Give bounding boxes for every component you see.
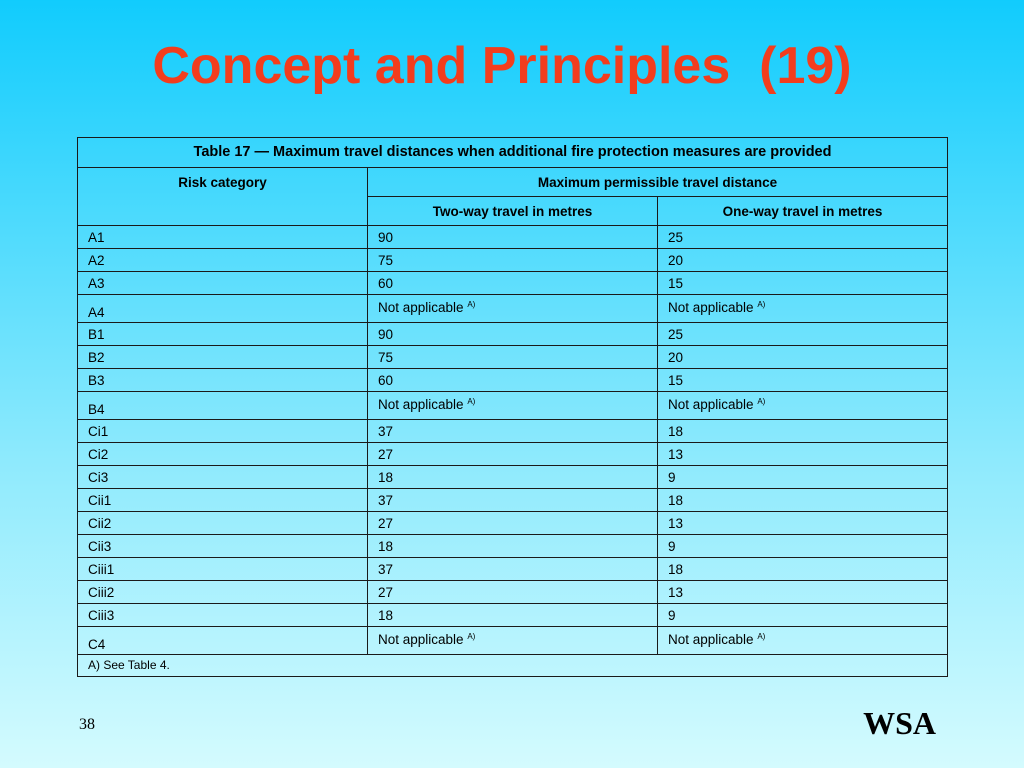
cell-two-way-distance [368, 443, 658, 466]
cell-value: 25 [668, 326, 684, 342]
cell-risk-category: Ciii2 [78, 581, 368, 604]
cell-value: 27 [378, 446, 394, 462]
cell-one-way-distance [658, 226, 948, 249]
cell-one-way-distance [658, 443, 948, 466]
cell-two-way-distance [368, 466, 658, 489]
table-row [78, 249, 948, 272]
cell-value: 18 [378, 538, 394, 554]
cell-one-way-distance [658, 346, 948, 369]
cell-two-way-distance [368, 512, 658, 535]
cell-two-way-distance [368, 489, 658, 512]
footnote-marker: A) [757, 397, 766, 406]
cell-two-way-distance [368, 581, 658, 604]
brand-logo: WSA [863, 705, 936, 741]
table-caption-row [78, 138, 948, 168]
table-row [78, 323, 948, 346]
table-header-row [78, 168, 948, 197]
cell-one-way-distance [658, 604, 948, 627]
cell-value: 27 [378, 515, 394, 531]
cell-risk-category: C4 [78, 627, 368, 655]
cell-value: 75 [378, 349, 394, 365]
cell-risk-category: Ciii3 [78, 604, 368, 627]
cell-one-way-distance [658, 558, 948, 581]
cell-two-way-distance [368, 558, 658, 581]
cell-one-way-distance [658, 249, 948, 272]
cell-one-way-distance [658, 392, 948, 420]
cell-risk-category: Cii1 [78, 489, 368, 512]
slide-title: Concept and Principles (19) [152, 37, 852, 95]
table-row [78, 226, 948, 249]
cell-value: 27 [378, 584, 394, 600]
table-row [78, 420, 948, 443]
cell-value: 9 [668, 607, 676, 623]
cell-value: 75 [378, 252, 394, 268]
table-row [78, 295, 948, 323]
footnote-marker: A) [757, 300, 766, 309]
table-row [78, 466, 948, 489]
table-caption: Table 17 — Maximum travel distances when additional fire protection measures are provided [78, 138, 948, 168]
cell-risk-category: Cii3 [78, 535, 368, 558]
cell-risk-category: B1 [78, 323, 368, 346]
cell-risk-category: Ci1 [78, 420, 368, 443]
cell-two-way-distance [368, 604, 658, 627]
cell-value: 15 [668, 275, 684, 291]
header-two-way: Two-way travel in metres [368, 197, 658, 226]
cell-value: 18 [668, 561, 684, 577]
cell-value: 20 [668, 349, 684, 365]
table-footnote: A) See Table 4. [78, 655, 948, 677]
cell-one-way-distance [658, 535, 948, 558]
cell-value: 37 [378, 423, 394, 439]
cell-two-way-distance [368, 346, 658, 369]
table-row [78, 443, 948, 466]
cell-value: Not applicable [378, 632, 464, 647]
cell-value: Not applicable [668, 397, 754, 412]
header-max-distance: Maximum permissible travel distance [368, 168, 948, 197]
cell-one-way-distance [658, 420, 948, 443]
cell-one-way-distance [658, 272, 948, 295]
cell-one-way-distance [658, 369, 948, 392]
table-row [78, 535, 948, 558]
cell-value: 60 [378, 372, 394, 388]
cell-value: 37 [378, 492, 394, 508]
cell-one-way-distance [658, 489, 948, 512]
cell-one-way-distance [658, 323, 948, 346]
table-row [78, 627, 948, 655]
cell-value: 20 [668, 252, 684, 268]
cell-one-way-distance [658, 295, 948, 323]
cell-one-way-distance [658, 581, 948, 604]
cell-value: 90 [378, 229, 394, 245]
cell-risk-category: Cii2 [78, 512, 368, 535]
cell-risk-category: B4 [78, 392, 368, 420]
cell-value: 18 [668, 492, 684, 508]
cell-value: 60 [378, 275, 394, 291]
cell-value: Not applicable [668, 300, 754, 315]
cell-value: 37 [378, 561, 394, 577]
table-row [78, 346, 948, 369]
cell-value: Not applicable [378, 300, 464, 315]
cell-one-way-distance [658, 627, 948, 655]
cell-two-way-distance [368, 369, 658, 392]
cell-risk-category: Ciii1 [78, 558, 368, 581]
header-one-way: One-way travel in metres [658, 197, 948, 226]
cell-risk-category: A2 [78, 249, 368, 272]
cell-two-way-distance [368, 392, 658, 420]
cell-value: 13 [668, 515, 684, 531]
cell-value: 9 [668, 469, 676, 485]
cell-risk-category: A4 [78, 295, 368, 323]
cell-risk-category: Ci2 [78, 443, 368, 466]
cell-risk-category: Ci3 [78, 466, 368, 489]
table-row [78, 392, 948, 420]
header-risk-category: Risk category [78, 168, 368, 226]
cell-value: 25 [668, 229, 684, 245]
footnote-marker: A) [467, 397, 476, 406]
cell-two-way-distance [368, 627, 658, 655]
cell-value: 18 [668, 423, 684, 439]
table-body [78, 138, 948, 677]
cell-risk-category: A3 [78, 272, 368, 295]
page-number: 38 [79, 716, 95, 733]
table-row [78, 272, 948, 295]
cell-two-way-distance [368, 420, 658, 443]
cell-value: Not applicable [668, 632, 754, 647]
table-row [78, 581, 948, 604]
cell-value: 9 [668, 538, 676, 554]
cell-two-way-distance [368, 535, 658, 558]
cell-value: 13 [668, 446, 684, 462]
cell-risk-category: B3 [78, 369, 368, 392]
table-row [78, 604, 948, 627]
table-row [78, 512, 948, 535]
table-footnote-row [78, 655, 948, 677]
footnote-marker: A) [467, 300, 476, 309]
cell-risk-category: A1 [78, 226, 368, 249]
cell-value: 18 [378, 607, 394, 623]
cell-one-way-distance [658, 466, 948, 489]
footnote-marker: A) [467, 632, 476, 641]
cell-one-way-distance [658, 512, 948, 535]
cell-value: 18 [378, 469, 394, 485]
table-row [78, 369, 948, 392]
cell-value: Not applicable [378, 397, 464, 412]
cell-two-way-distance [368, 323, 658, 346]
cell-two-way-distance [368, 272, 658, 295]
cell-risk-category: B2 [78, 346, 368, 369]
cell-two-way-distance [368, 249, 658, 272]
table-row [78, 489, 948, 512]
table-row [78, 558, 948, 581]
cell-value: 13 [668, 584, 684, 600]
cell-two-way-distance [368, 295, 658, 323]
travel-distance-table [77, 137, 948, 677]
cell-value: 15 [668, 372, 684, 388]
cell-value: 90 [378, 326, 394, 342]
cell-two-way-distance [368, 226, 658, 249]
footnote-marker: A) [757, 632, 766, 641]
